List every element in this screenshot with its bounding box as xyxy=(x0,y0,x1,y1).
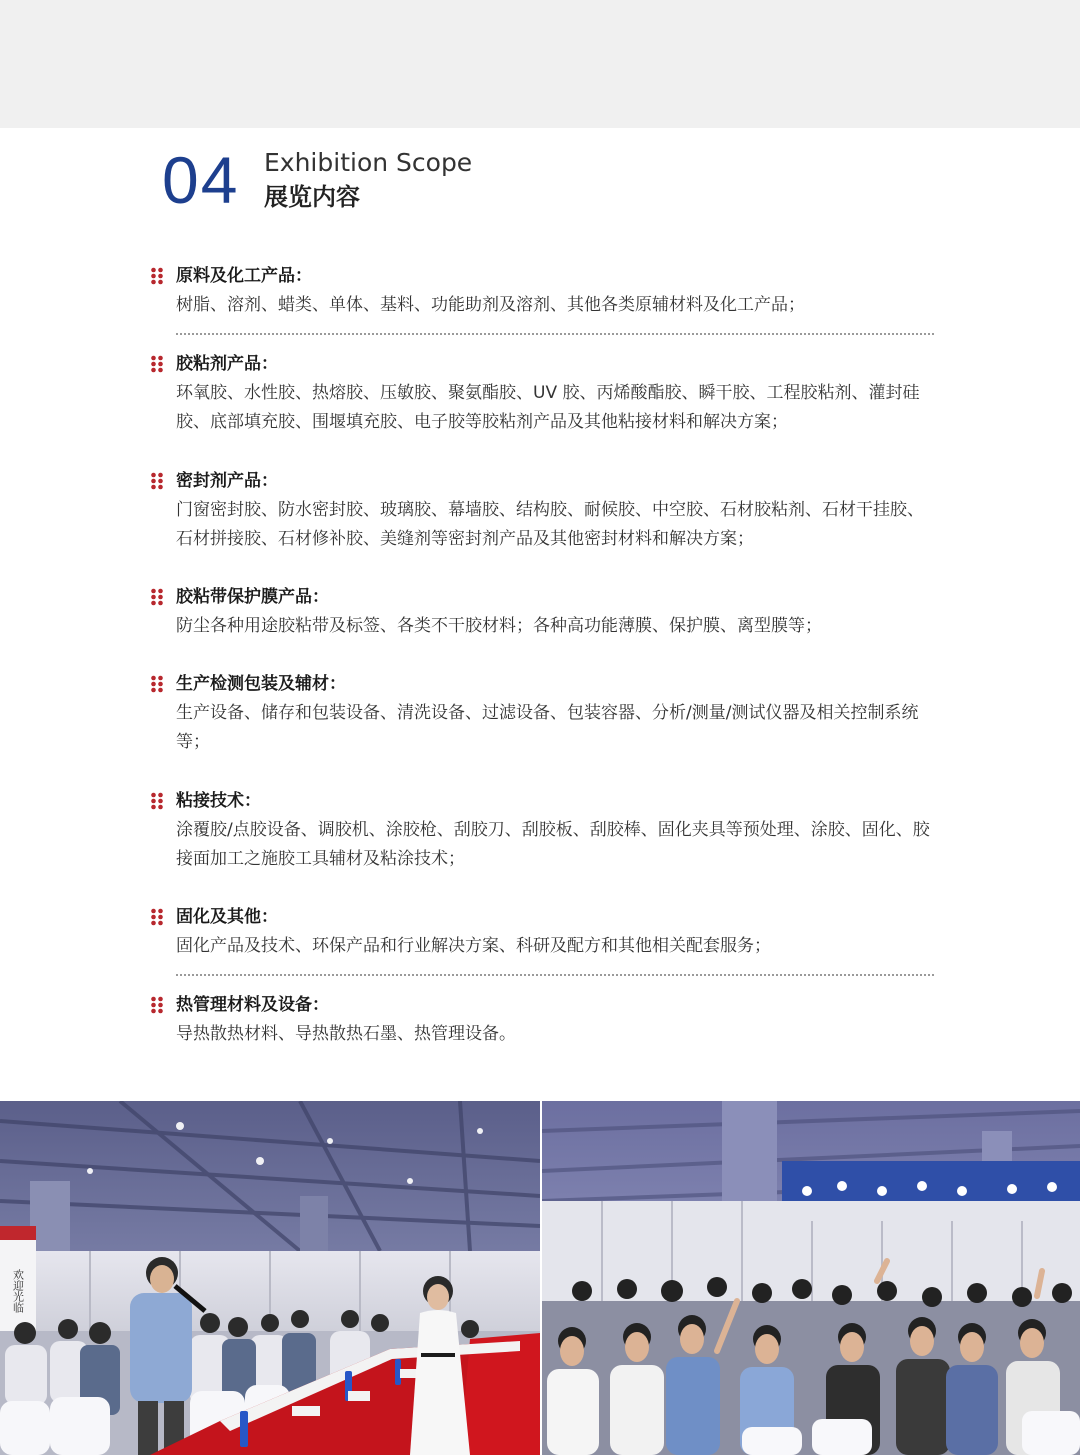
category-body: 环氧胶、水性胶、热熔胶、压敏胶、聚氨酯胶、UV 胶、丙烯酸酯胶、瞬干胶、工程胶粘剂、灌封硅胶、底部填充胶、围堰填充胶、电子胶等胶粘剂产品及其他粘接材料和解决方案； xyxy=(176,383,920,432)
category-body: 门窗密封胶、防水密封胶、玻璃胶、幕墙胶、结构胶、耐候胶、中空胶、石材胶粘剂、石材干挂胶、石材拼接胶、石材修补胶、美缝剂等密封剂产品及其他密封材料和解决方案； xyxy=(176,500,924,549)
seminar-photo-left xyxy=(0,1101,540,1455)
category-body: 防尘各种用途胶粘带及标签、各类不干胶材料；各种高功能薄膜、保护膜、离型膜等； xyxy=(176,616,822,636)
six-dot-grid-icon xyxy=(150,472,164,490)
category-title: 密封剂产品： xyxy=(176,471,278,491)
section-number: 04 xyxy=(162,143,240,217)
seminar-photo-right xyxy=(542,1101,1080,1455)
six-dot-grid-icon xyxy=(150,675,164,693)
category-title: 生产检测包装及辅材： xyxy=(176,674,346,694)
six-dot-grid-icon xyxy=(150,908,164,926)
category-title: 胶粘带保护膜产品： xyxy=(176,587,329,607)
category-title: 热管理材料及设备： xyxy=(176,995,329,1015)
six-dot-grid-icon xyxy=(150,267,164,285)
six-dot-grid-icon xyxy=(150,355,164,373)
category-title: 胶粘剂产品： xyxy=(176,354,278,374)
category-body: 生产设备、储存和包装设备、清洗设备、过滤设备、包装容器、分析/测量/测试仪器及相关控制系统等； xyxy=(176,703,919,752)
category-title: 原料及化工产品： xyxy=(176,266,312,286)
six-dot-grid-icon xyxy=(150,792,164,810)
six-dot-grid-icon xyxy=(150,588,164,606)
category-body: 导热散热材料、导热散热石墨、热管理设备。 xyxy=(176,1024,516,1044)
top-band xyxy=(0,0,1080,128)
category-body: 固化产品及技术、环保产品和行业解决方案、科研及配方和其他相关配套服务； xyxy=(176,936,771,956)
section-title-en: Exhibition Scope xyxy=(264,148,473,177)
category-title: 固化及其他： xyxy=(176,907,278,927)
dotted-divider xyxy=(176,974,934,976)
category-body: 树脂、溶剂、蜡类、单体、基料、功能助剂及溶剂、其他各类原辅材料及化工产品； xyxy=(176,295,805,315)
six-dot-grid-icon xyxy=(150,996,164,1014)
dotted-divider xyxy=(176,333,934,335)
category-body: 涂覆胶/点胶设备、调胶机、涂胶枪、刮胶刀、刮胶板、刮胶棒、固化夹具等预处理、涂胶、固化、胶接面加工之施胶工具辅材及粘涂技术； xyxy=(176,820,930,869)
welcome-banner-text: 欢迎光临 xyxy=(11,1269,25,1313)
category-title: 粘接技术： xyxy=(176,791,261,811)
section-title-zh: 展览内容 xyxy=(264,183,360,211)
